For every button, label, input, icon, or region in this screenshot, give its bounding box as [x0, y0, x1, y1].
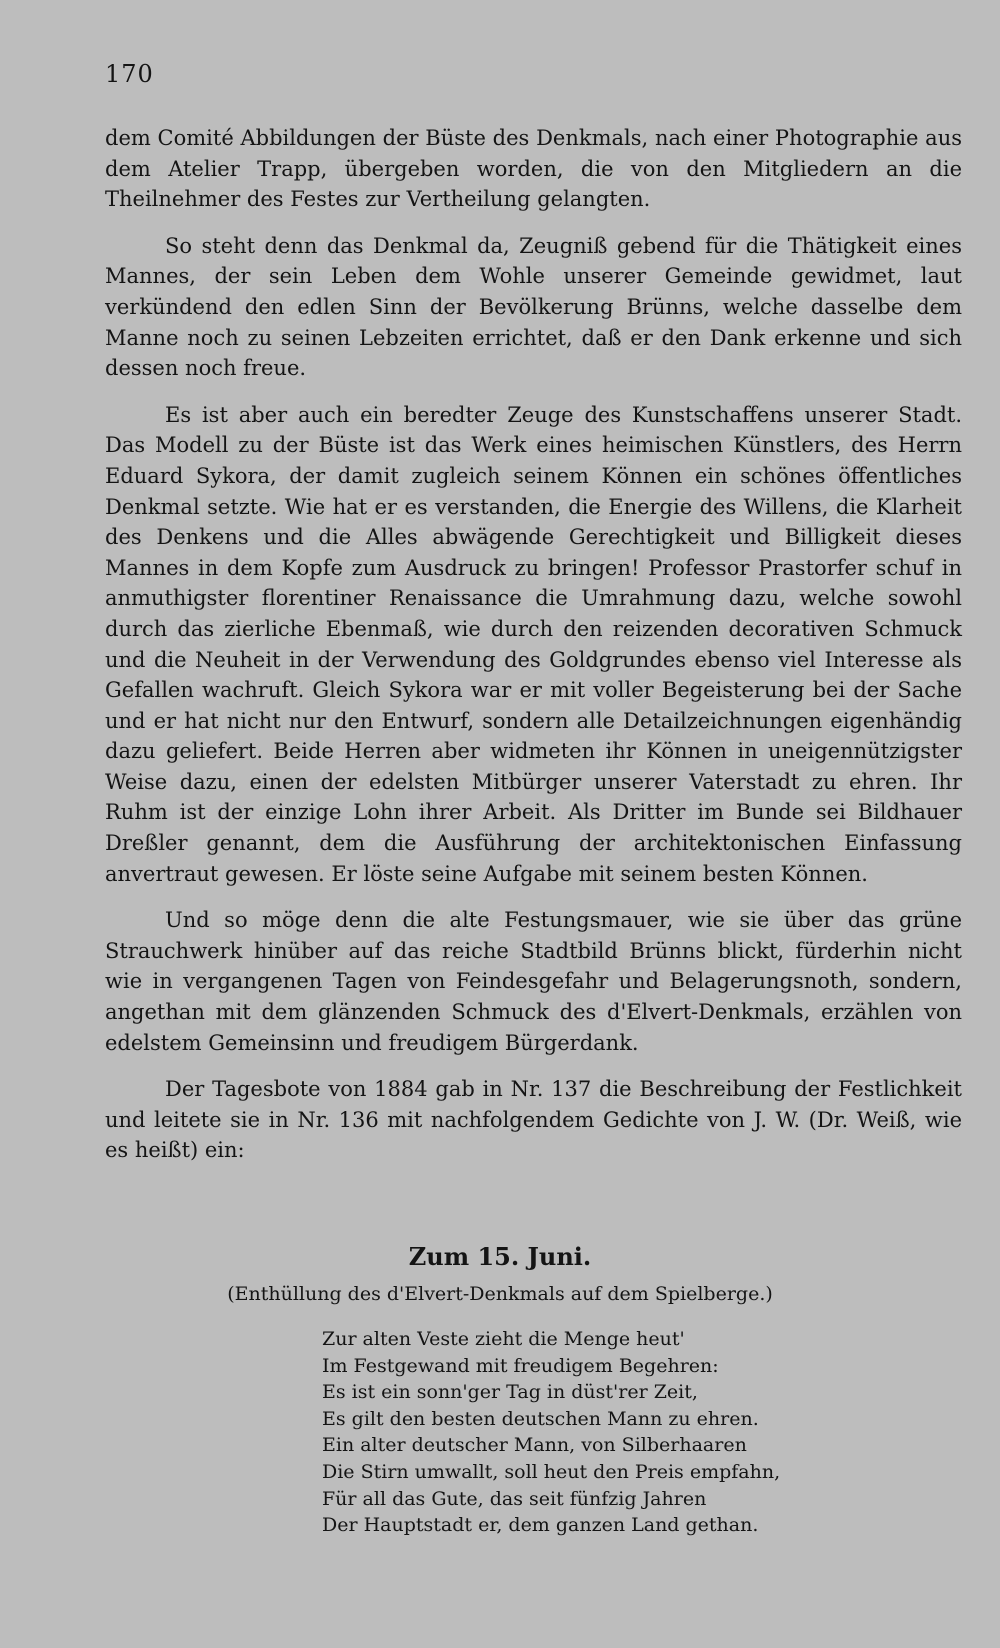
body-text: [105, 123, 962, 1182]
poem: [322, 1326, 842, 1539]
poem-line: Es gilt den besten deutschen Mann zu ehren.: [322, 1407, 759, 1430]
paragraph-3: Es ist aber auch ein beredter Zeuge des Kunstschaffens unserer Stadt. Das Modell zu der Büste ist das Werk eines heimischen Künstlers, des Herrn Eduard Sykora, der damit zugleich seinem Können ein schönes öffentliches Denkmal setzte. Wie hat er es verstanden, die Energie des Willens, die Klarheit des Denkens und die Alles abwägende Gerechtigkeit und Billigkeit dieses Mannes in dem Kopfe zum Ausdruck zu bringen! Professor Prastorfer schuf in anmuthigster florentiner Renaissance die Umrahmung dazu, welche sowohl durch das zierliche Ebenmaß, wie durch den reizenden decorativen Schmuck und die Neuheit in der Verwendung des Goldgrundes ebenso viel Interesse als Gefallen wachruft. Gleich Sykora war er mit voller Begeisterung bei der Sache und er hat nicht nur den Entwurf, sondern alle Detailzeichnungen eigenhändig dazu geliefert. Beide Herren aber widmeten ihr Können in uneigennützigster Weise dazu, einen der edelsten Mitbürger unserer Vaterstadt zu ehren. Ihr Ruhm ist der einzige Lohn ihrer Arbeit. Als Dritter im Bunde sei Bildhauer Dreßler genannt, dem die Ausführung der architektonischen Einfassung anvertraut gewesen. Er löste seine Aufgabe mit seinem besten Können.: [105, 402, 962, 886]
poem-line: Zur alten Veste zieht die Menge heut': [322, 1328, 685, 1350]
poem-line: Es ist ein sonn'ger Tag in düst'rer Zeit,: [322, 1381, 698, 1404]
paragraph-4: Und so möge denn die alte Festungsmauer, wie sie über das grüne Strauchwerk hinüber auf das reiche Stadtbild Brünns blickt, fürderhin nicht wie in vergangenen Tagen von Feindesgefahr und Belagerungsnoth, sondern, angethan mit dem glänzenden Schmuck des d'Elvert-Denkmals, erzählen von edelstem Gemeinsinn und freudigem Bürgerdank.: [105, 908, 962, 1055]
poem-line: Ein alter deutscher Mann, von Silberhaaren: [322, 1434, 747, 1457]
poem-line: Für all das Gute, das seit fünfzig Jahren: [322, 1487, 707, 1510]
poem-heading: Zum 15. Juni.: [408, 1242, 592, 1271]
poem-line: Der Hauptstadt er, dem ganzen Land gethan.: [322, 1514, 759, 1537]
poem-subtitle: (Enthüllung des d'Elvert-Denkmals auf dem Spielberge.): [227, 1283, 773, 1305]
paragraph-5: Der Tagesbote von 1884 gab in Nr. 137 die Beschreibung der Festlichkeit und leitete sie in Nr. 136 mit nachfolgendem Gedichte von J. W. (Dr. Weiß, wie es heißt) ein:: [105, 1077, 962, 1163]
paragraph-2: So steht denn das Denkmal da, Zeugniß gebend für die Thätigkeit eines Mannes, der sein Leben dem Wohle unserer Gemeinde gewidmet, laut verkündend den edlen Sinn der Bevölkerung Brünns, welche dasselbe dem Manne noch zu seinen Lebzeiten errichtet, daß er den Dank erkenne und sich dessen noch freue.: [105, 233, 962, 381]
poem-line: Im Festgewand mit freudigem Begehren:: [322, 1354, 719, 1377]
poem-line: Die Stirn umwallt, soll heut den Preis empfahn,: [322, 1460, 781, 1483]
page-number: 170: [105, 60, 154, 88]
paragraph-1: dem Comité Abbildungen der Büste des Denkmals, nach einer Photographie aus dem Atelier Trapp, übergeben worden, die von den Mitgliedern an die Theilnehmer des Festes zur Vertheilung gelangten.: [105, 126, 962, 212]
